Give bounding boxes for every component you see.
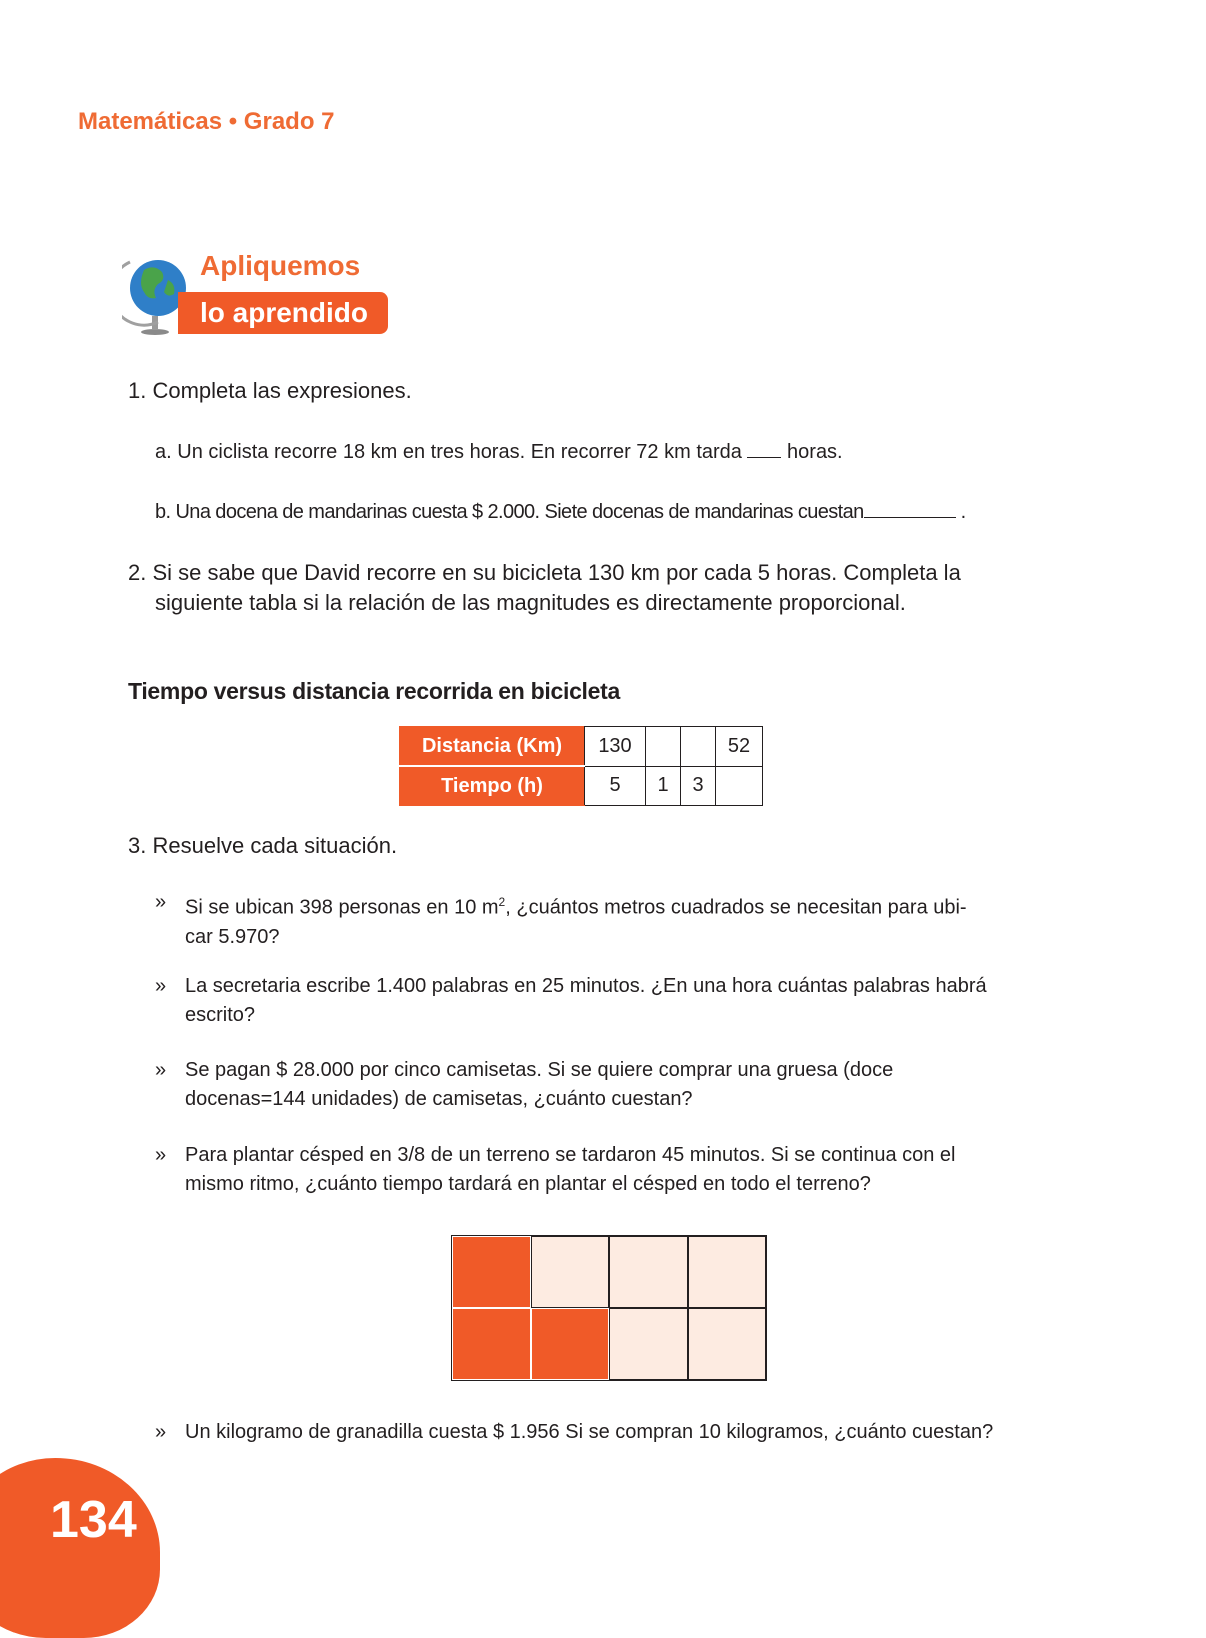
question-2 bbox=[128, 558, 1028, 588]
grid-cell bbox=[531, 1236, 610, 1308]
grid-cell bbox=[609, 1308, 688, 1380]
situation-3 bbox=[185, 1056, 1035, 1114]
question-2-line2: siguiente tabla si la relación de las magnitudes es directamente proporcional. bbox=[155, 590, 906, 615]
grid-cell-shaded bbox=[452, 1308, 531, 1380]
item-text: Un ciclista recorre 18 km en tres horas. En recorrer 72 km tarda bbox=[177, 441, 742, 463]
table-cell[interactable]: 52 bbox=[716, 727, 763, 767]
bullet-icon: » bbox=[155, 891, 167, 913]
situation-text: La secretaria escribe 1.400 palabras en 25 minutos. ¿En una hora cuántas palabras habrá bbox=[185, 975, 987, 997]
grid-cell-shaded bbox=[452, 1236, 531, 1308]
situation-text: docenas=144 unidades) de camisetas, ¿cuánto cuestan? bbox=[185, 1088, 693, 1110]
table-row bbox=[400, 727, 763, 767]
page-header: Matemáticas • Grado 7 bbox=[78, 108, 335, 135]
question-text: Resuelve cada situación. bbox=[152, 833, 398, 858]
bullet-icon: » bbox=[155, 1059, 167, 1081]
bullet-icon: » bbox=[155, 1421, 167, 1443]
item-label: b. bbox=[155, 501, 171, 523]
table-row bbox=[400, 766, 763, 806]
situation-1 bbox=[185, 888, 1035, 952]
table-cell[interactable] bbox=[716, 766, 763, 806]
answer-blank[interactable] bbox=[864, 499, 956, 518]
table-cell[interactable] bbox=[681, 727, 716, 767]
grid-cell bbox=[688, 1236, 767, 1308]
row-header-time: Tiempo (h) bbox=[400, 766, 585, 806]
table-cell[interactable] bbox=[646, 727, 681, 767]
situation-2 bbox=[185, 972, 1035, 1030]
fraction-grid bbox=[451, 1235, 767, 1381]
question-number: 2. bbox=[128, 560, 147, 585]
question-number: 3. bbox=[128, 833, 147, 858]
item-text-end: horas. bbox=[787, 441, 843, 463]
situation-text: escrito? bbox=[185, 1004, 256, 1026]
row-header-distance: Distancia (Km) bbox=[400, 727, 585, 767]
grid-cell bbox=[609, 1236, 688, 1308]
bullet-icon: » bbox=[155, 975, 167, 997]
answer-blank[interactable] bbox=[747, 439, 781, 458]
situation-text: mismo ritmo, ¿cuánto tiempo tardará en plantar el césped en todo el terreno? bbox=[185, 1173, 871, 1195]
question-1a bbox=[155, 438, 843, 467]
situation-text: Si se ubican 398 personas en 10 m bbox=[185, 896, 499, 919]
bullet-icon: » bbox=[155, 1144, 167, 1166]
question-1b bbox=[155, 498, 966, 527]
superscript: 2 bbox=[498, 895, 506, 909]
situation-4 bbox=[185, 1141, 1035, 1199]
item-text-end: . bbox=[960, 501, 966, 523]
grid-cell bbox=[688, 1308, 767, 1380]
page-number: 134 bbox=[50, 1491, 137, 1549]
situation-text: Se pagan $ 28.000 por cinco camisetas. Si se quiere comprar una gruesa (doce bbox=[185, 1059, 894, 1081]
table-cell[interactable]: 5 bbox=[585, 766, 646, 806]
question-number: 1. bbox=[128, 378, 147, 403]
question-text: Completa las expresiones. bbox=[152, 378, 412, 403]
table-cell[interactable]: 3 bbox=[681, 766, 716, 806]
table-cell[interactable]: 130 bbox=[585, 727, 646, 767]
table-cell[interactable]: 1 bbox=[646, 766, 681, 806]
situation-text: Para plantar césped en 3/8 de un terreno se tardaron 45 minutos. Si se continua con el bbox=[185, 1144, 956, 1166]
question-text-line1: Si se sabe que David recorre en su bicicleta 130 km por cada 5 horas. Completa la bbox=[152, 560, 961, 585]
question-1 bbox=[128, 376, 412, 406]
situation-5: Un kilogramo de granadilla cuesta $ 1.956 Si se compran 10 kilogramos, ¿cuánto cuestan? bbox=[185, 1421, 994, 1443]
situation-text: , ¿cuántos metros cuadrados se necesitan para ubi- bbox=[505, 896, 967, 919]
item-text: Una docena de mandarinas cuesta $ 2.000. Siete docenas de mandarinas cuestan bbox=[175, 501, 864, 523]
banner-title-line2: lo aprendido bbox=[178, 292, 388, 334]
table-title: Tiempo versus distancia recorrida en bicicleta bbox=[128, 678, 620, 704]
situation-text: car 5.970? bbox=[185, 925, 280, 948]
distance-time-table bbox=[399, 726, 763, 806]
question-3 bbox=[128, 831, 397, 861]
grid-cell-shaded bbox=[531, 1308, 610, 1380]
item-label: a. bbox=[155, 441, 172, 463]
banner-title-line1: Apliquemos bbox=[200, 250, 361, 281]
